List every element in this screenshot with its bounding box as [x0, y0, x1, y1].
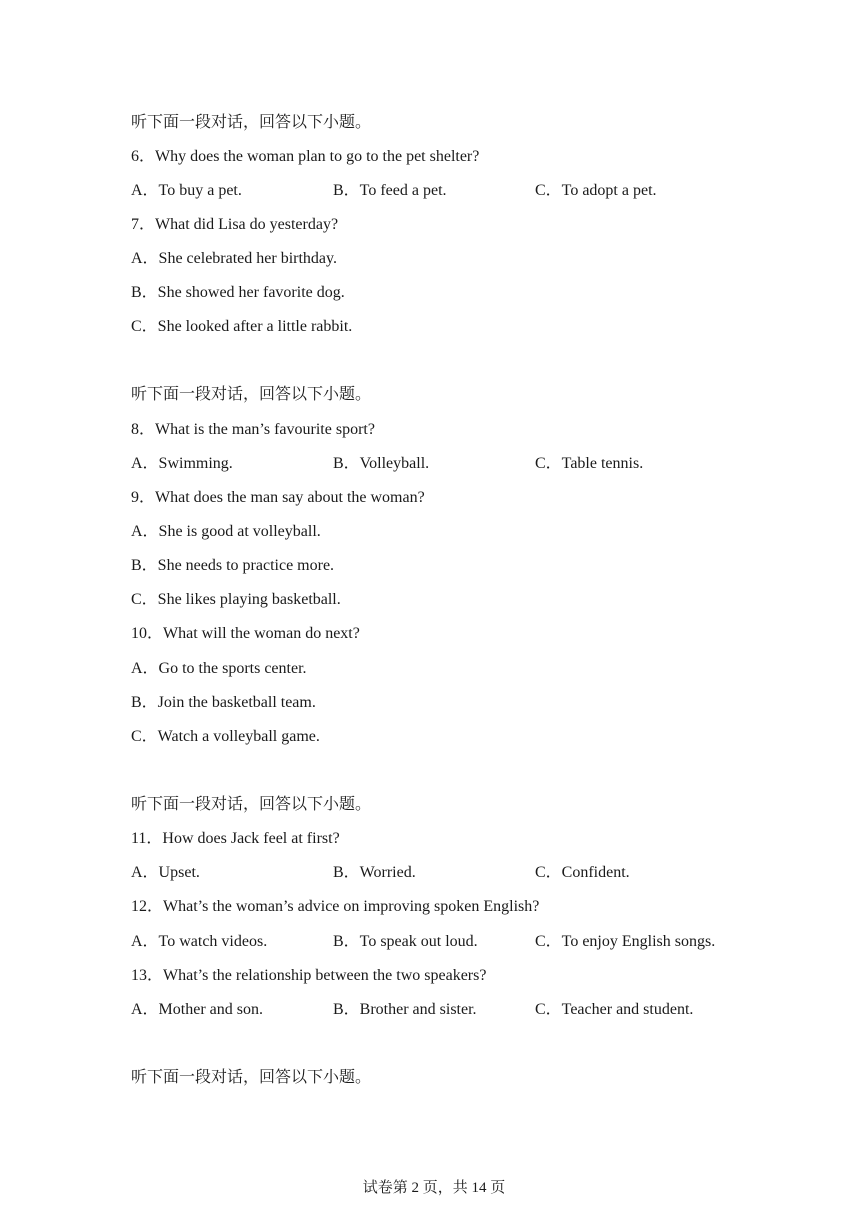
section-heading: 听下面一段对话，回答以下小题。: [131, 1069, 372, 1086]
q8-option-b: B．Volleyball.: [333, 455, 430, 472]
question-stem-12: 12．What’s the woman’s advice on improving spoken English?: [131, 898, 540, 915]
q9-option-b: B．She needs to practice more.: [131, 557, 335, 574]
q8-option-a: A．Swimming.: [131, 455, 233, 472]
q13-option-a: A．Mother and son.: [131, 1001, 263, 1018]
q7-option-c: C．She looked after a little rabbit.: [131, 318, 353, 335]
q11-option-b: B．Worried.: [333, 864, 416, 881]
section-heading: 听下面一段对话，回答以下小题。: [131, 386, 372, 403]
question-stem-10: 10．What will the woman do next?: [131, 625, 360, 642]
question-stem-6: 6．Why does the woman plan to go to the pet shelter?: [131, 148, 480, 165]
q9-option-a: A．She is good at volleyball.: [131, 523, 321, 540]
page-footer: 试卷第 2 页，共 14 页: [362, 1180, 506, 1196]
section-heading: 听下面一段对话，回答以下小题。: [131, 796, 372, 813]
q12-option-b: B．To speak out loud.: [333, 933, 478, 950]
q7-option-a: A．She celebrated her birthday.: [131, 250, 337, 267]
q9-option-c: C．She likes playing basketball.: [131, 591, 341, 608]
q6-option-a: A．To buy a pet.: [131, 182, 242, 199]
q10-option-a: A．Go to the sports center.: [131, 660, 307, 677]
q10-option-b: B．Join the basketball team.: [131, 694, 316, 711]
question-stem-11: 11．How does Jack feel at first?: [131, 830, 340, 847]
q7-option-b: B．She showed her favorite dog.: [131, 284, 345, 301]
question-stem-13: 13．What’s the relationship between the two speakers?: [131, 967, 487, 984]
question-stem-8: 8．What is the man’s favourite sport?: [131, 421, 375, 438]
question-stem-9: 9．What does the man say about the woman?: [131, 489, 425, 506]
q8-option-c: C．Table tennis.: [535, 455, 644, 472]
q11-option-c: C．Confident.: [535, 864, 630, 881]
section-heading: 听下面一段对话，回答以下小题。: [131, 114, 372, 131]
q12-option-a: A．To watch videos.: [131, 933, 268, 950]
q13-option-c: C．Teacher and student.: [535, 1001, 694, 1018]
q6-option-c: C．To adopt a pet.: [535, 182, 657, 199]
question-stem-7: 7．What did Lisa do yesterday?: [131, 216, 339, 233]
q10-option-c: C．Watch a volleyball game.: [131, 728, 320, 745]
q6-option-b: B．To feed a pet.: [333, 182, 447, 199]
q11-option-a: A．Upset.: [131, 864, 200, 881]
q12-option-c: C．To enjoy English songs.: [535, 933, 716, 950]
q13-option-b: B．Brother and sister.: [333, 1001, 477, 1018]
